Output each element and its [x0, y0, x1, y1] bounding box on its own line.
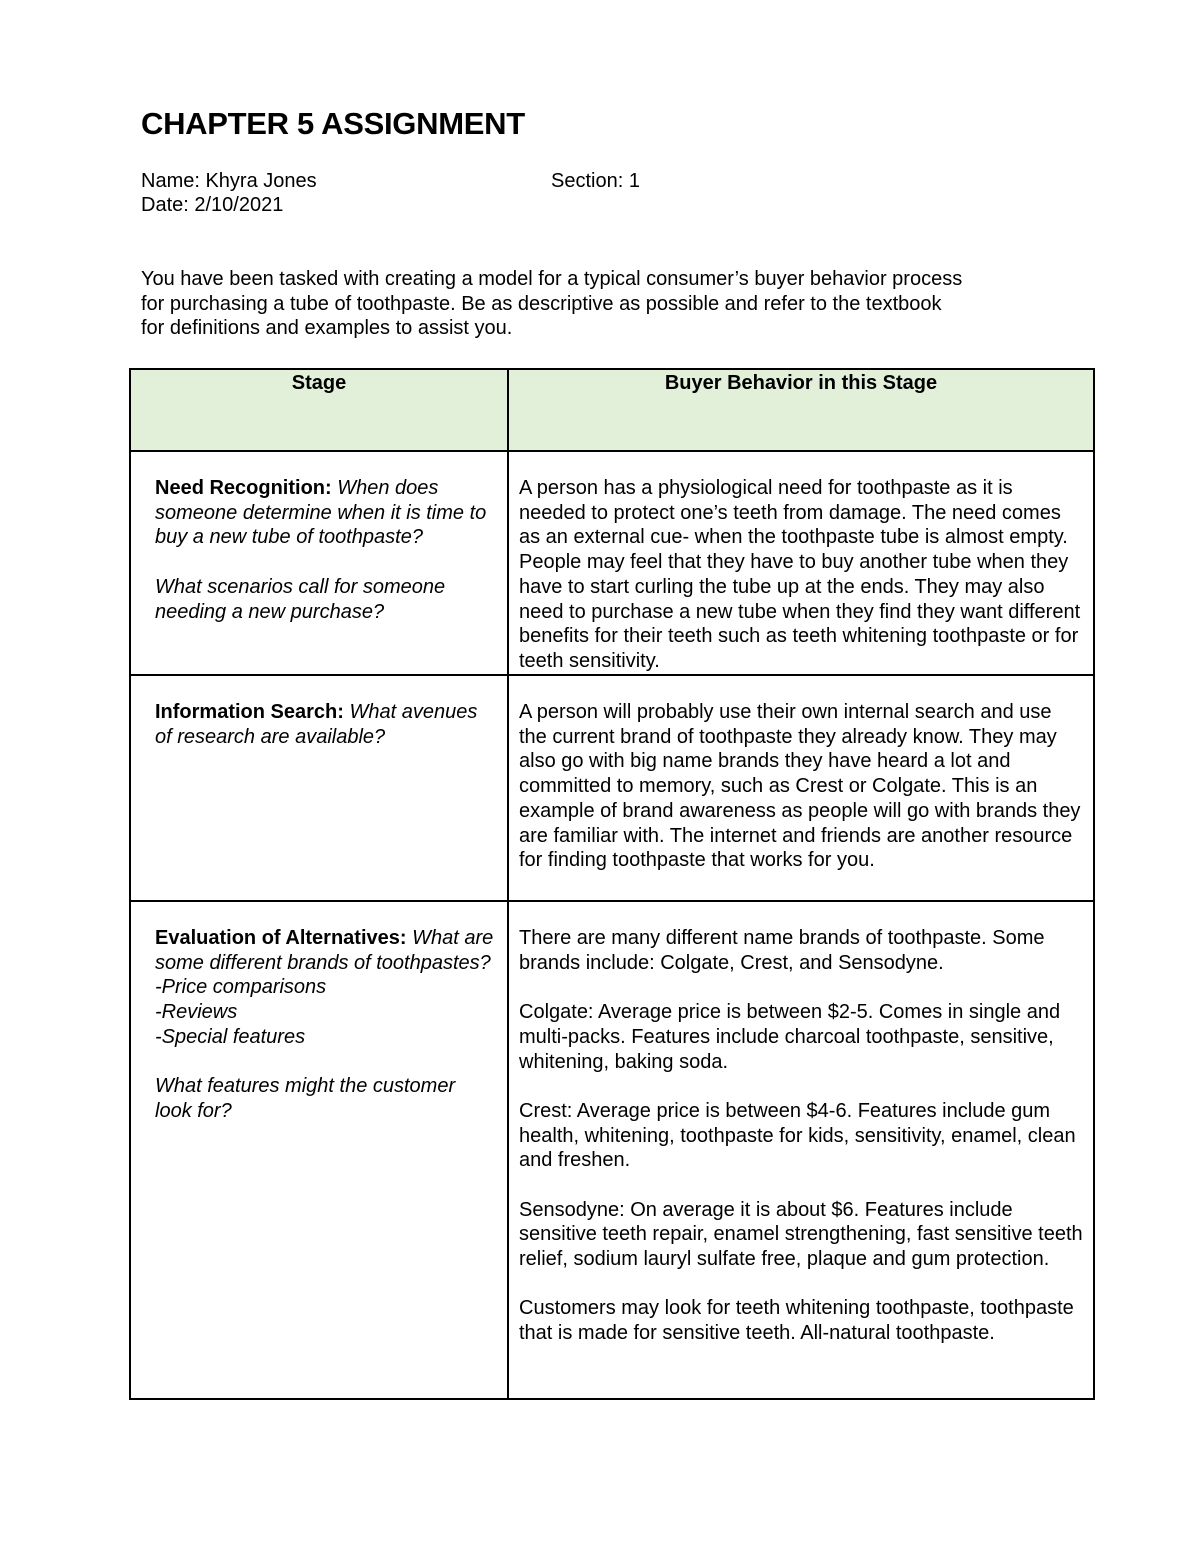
behavior-text: A person will probably use their own internal search and use the current brand of toothpaste they already know. They may also go with big name brands they have heard a lot and committed to memory, such as Crest or Colgate. This is an example of brand awareness as people will go with brands they are familiar with. The internet and friends are another resource for finding toothpaste that works for you.: [519, 701, 1081, 872]
stage-bullet: -Special features: [155, 1025, 306, 1048]
instructions-line: You have been tasked with creating a model for a typical consumer’s buyer behavior process: [141, 268, 963, 290]
buyer-behavior-table: [129, 368, 1095, 1400]
instructions-paragraph: [141, 267, 1041, 341]
stage-question-secondary: What features might the customer look for?: [155, 1075, 456, 1122]
table-header-row: [130, 369, 1094, 451]
behavior-paragraph: Sensodyne: On average it is about $6. Features include sensitive teeth repair, enamel strengthening, fast sensitive teeth relief, sodium lauryl sulfate free, plaque and gum protection.: [519, 1198, 1083, 1271]
stage-label: Need Recognition:: [155, 477, 332, 499]
stage-cell-information-search: [130, 675, 508, 901]
behavior-paragraph: Customers may look for teeth whitening toothpaste, toothpaste that is made for sensitive teeth. All-natural toothpaste.: [519, 1297, 1074, 1345]
behavior-text: A person has a physiological need for toothpaste as it is needed to protect one’s teeth from damage. The need comes as an external cue- when the toothpaste tube is almost empty. People may feel that they have to buy another tube when they have to start curling the tube up at the ends. They may also need to purchase a new tube when they find they want different benefits for their teeth such as teeth whitening toothpaste or for teeth sensitivity.: [519, 477, 1081, 672]
stage-cell-need-recognition: [130, 451, 508, 675]
section-field: Section: 1: [551, 170, 640, 192]
stage-question: When does someone determine when it is time to buy a new tube of toothpaste?: [155, 477, 487, 549]
stage-cell-evaluation-of-alternatives: [130, 901, 508, 1399]
header-stage: Stage: [130, 369, 508, 451]
stage-label: Information Search:: [155, 701, 344, 723]
behavior-cell-information-search: [508, 675, 1094, 901]
stage-bullet: -Price comparisons: [155, 976, 327, 999]
stage-question: What avenues of research are available?: [155, 701, 478, 748]
name-field: Name: Khyra Jones: [141, 170, 317, 192]
behavior-paragraph: There are many different name brands of toothpaste. Some brands include: Colgate, Crest, and Sensodyne.: [519, 927, 1045, 974]
stage-question: What are some different brands of toothpastes?: [155, 927, 494, 974]
stage-bullet: -Reviews: [155, 1001, 238, 1024]
stage-label: Evaluation of Alternatives:: [155, 927, 407, 949]
behavior-paragraph: Crest: Average price is between $4-6. Features include gum health, whitening, toothpaste for kids, sensitivity, enamel, clean and freshen.: [519, 1099, 1076, 1172]
header-buyer-behavior: Buyer Behavior in this Stage: [508, 369, 1094, 451]
table-row: [130, 675, 1094, 901]
instructions-line: for purchasing a tube of toothpaste. Be as descriptive as possible and refer to the textbook: [141, 292, 942, 315]
page-title: CHAPTER 5 ASSIGNMENT: [141, 106, 525, 141]
stage-question-secondary: What scenarios call for someone needing a new purchase?: [155, 575, 446, 623]
table-row: [130, 901, 1094, 1399]
instructions-line: for definitions and examples to assist you.: [141, 317, 513, 340]
table-row: [130, 451, 1094, 675]
date-field: Date: 2/10/2021: [141, 194, 284, 216]
behavior-paragraph: Colgate: Average price is between $2-5. Comes in single and multi-packs. Features include charcoal toothpaste, sensitive, whitening, baking soda.: [519, 1001, 1061, 1073]
behavior-cell-need-recognition: [508, 451, 1094, 675]
behavior-cell-evaluation-of-alternatives: [508, 901, 1094, 1399]
